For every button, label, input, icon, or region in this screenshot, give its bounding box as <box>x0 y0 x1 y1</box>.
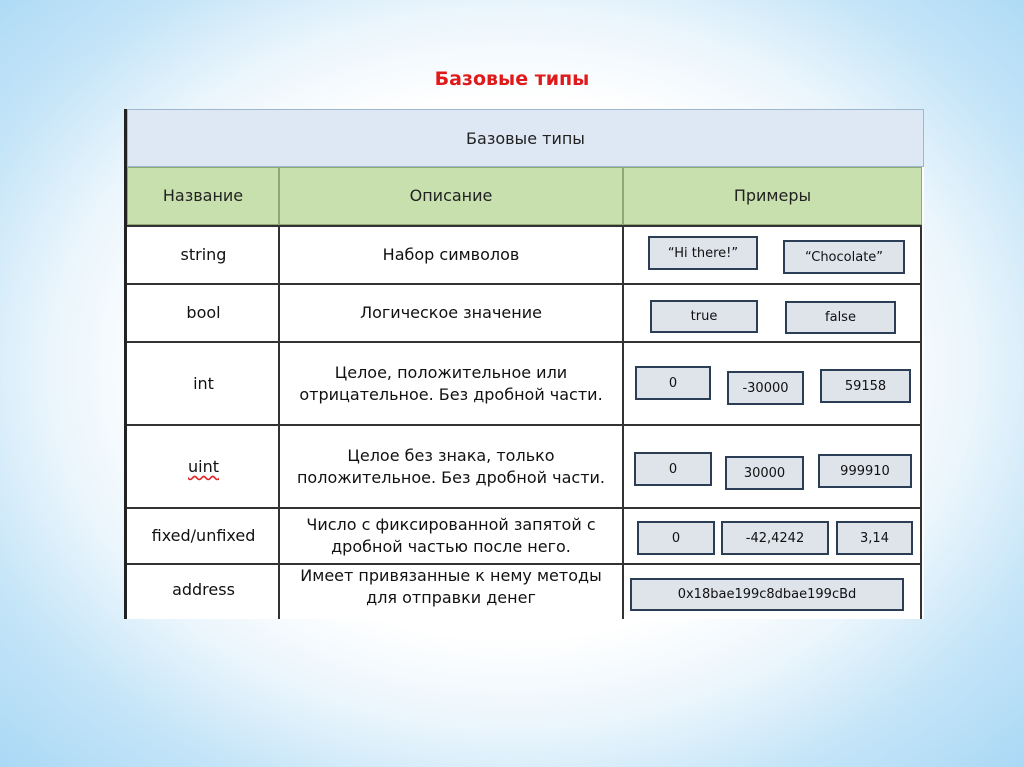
column-header-description: Описание <box>279 167 623 225</box>
column-divider <box>622 225 624 619</box>
example-chip: 0 <box>635 366 711 400</box>
type-description: Число с фиксированной запятой с дробной частью после него. <box>306 515 596 556</box>
example-chip: 0 <box>634 452 712 486</box>
example-chip: -42,4242 <box>721 521 829 555</box>
example-chip: -30000 <box>727 371 804 405</box>
example-chip: “Hi there!” <box>648 236 758 270</box>
type-description: Целое, положительное или отрицательное. Без дробной части. <box>299 362 603 404</box>
type-description: Логическое значение <box>360 303 542 323</box>
example-chip: true <box>650 300 758 333</box>
example-chip: 999910 <box>818 454 912 488</box>
example-chip: 30000 <box>725 456 804 490</box>
example-chip: “Chocolate” <box>783 240 905 274</box>
column-divider <box>920 225 922 619</box>
type-name: fixed/unfixed <box>151 526 256 546</box>
type-name: int <box>193 373 214 393</box>
type-name-cell <box>129 426 278 507</box>
type-description: Набор символов <box>382 245 520 265</box>
type-name: address <box>172 580 235 599</box>
type-name: uint <box>188 456 219 476</box>
slide-title: Базовые типы <box>434 68 590 90</box>
example-chip: 3,14 <box>836 521 913 555</box>
example-chip: 0 <box>637 521 715 555</box>
example-chip: false <box>785 301 896 334</box>
example-chip: 59158 <box>820 369 911 403</box>
example-chip: 0x18bae199c8dbae199cBd <box>630 578 904 611</box>
column-header-name: Название <box>127 167 279 225</box>
type-name: string <box>180 245 227 265</box>
column-header-examples: Примеры <box>623 167 922 225</box>
type-description: Целое без знака, только положительное. Без дробной части. <box>296 445 606 487</box>
table-caption: Базовые типы <box>127 109 924 167</box>
type-description: Имеет привязанные к нему методы для отправки денег <box>300 566 602 607</box>
type-name: bool <box>186 303 221 323</box>
